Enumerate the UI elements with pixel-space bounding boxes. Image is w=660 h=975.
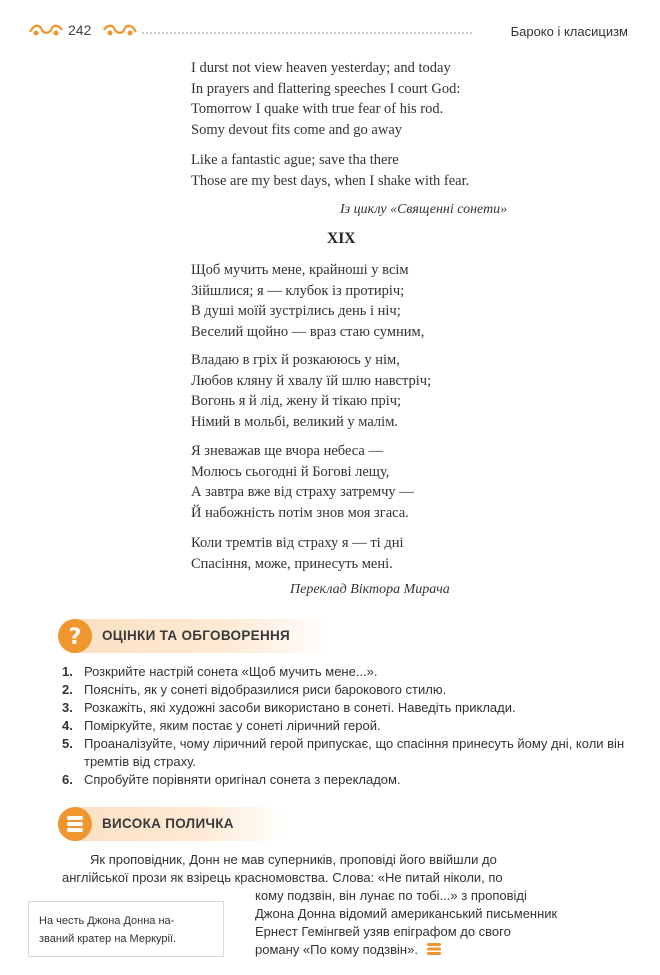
section-title: Бароко і класицизм — [510, 24, 628, 39]
ornament-right-icon — [102, 22, 138, 38]
english-stanza-2 — [191, 150, 469, 191]
ukrainian-stanza-4 — [191, 533, 404, 574]
poem-line: Коли тремтів від страху я — ті дні — [191, 535, 404, 551]
note-line: званий кратер на Меркурії. — [39, 933, 177, 945]
shelf-line — [255, 941, 442, 959]
shelf-line: англійської прози як взірець красномовства. Слова: «Не питай ніколи, по — [62, 870, 503, 885]
poem-line: В душі моїй зустрілись день і ніч; — [191, 303, 401, 320]
discussion-list — [62, 663, 630, 789]
item-number: 1. — [62, 664, 73, 679]
svg-text:?: ? — [68, 625, 82, 650]
item-number: 2. — [62, 682, 73, 697]
poem-line: Like a fantastic ague; save tha there — [191, 152, 399, 168]
ornament-left-icon — [28, 22, 64, 38]
ukrainian-stanza-1 — [191, 260, 424, 342]
shelf-line: кому подзвін, він лунає по тобі...» з проповіді — [255, 888, 527, 903]
shelf-line: Джона Донна відомий американський письменник — [255, 906, 558, 921]
item-text: Поясніть, як у сонеті відобразилися риси барокового стилю. — [84, 682, 447, 697]
poem-line: Й набожність потім знов моя згаса. — [191, 504, 409, 521]
poem-line: Зійшлися; я — клубок із протиріч; — [191, 282, 405, 299]
shelf-line-text: роману «По кому подзвін». — [255, 942, 418, 957]
discussion-title: ОЦІНКИ ТА ОБГОВОРЕННЯ — [102, 628, 291, 643]
ukrainian-stanza-3 — [191, 441, 414, 523]
book-stack-icon — [58, 807, 92, 841]
note-line: На честь Джона Донна на- — [39, 915, 175, 927]
shelf-line: Як проповідник, Донн не мав суперників, проповіді його ввійшли до — [90, 852, 497, 867]
page-number: 242 — [68, 22, 92, 38]
poem-line: Німий в мольбі, великий у малім. — [191, 413, 398, 430]
item-number: 4. — [62, 718, 73, 733]
list-item — [62, 717, 630, 735]
poem-line: Somy devout fits come and go away — [191, 121, 403, 138]
poem-line: Я зневажав ще вчора небеса — — [191, 443, 383, 459]
page-header — [0, 0, 660, 60]
list-item — [62, 699, 630, 717]
header-divider — [142, 32, 472, 34]
item-text: Поміркуйте, яким постає у сонеті ліричний герой. — [84, 718, 381, 733]
item-text: Спробуйте порівняти оригінал сонета з перекладом. — [84, 772, 401, 787]
poem-line: Любов кляну й хвалу їй шлю навстріч; — [191, 372, 432, 389]
translator-credit: Переклад Віктора Мирача — [290, 582, 450, 597]
discussion-banner — [58, 619, 332, 653]
shelf-line: Ернест Гемінгвей узяв епіграфом до свого — [255, 924, 511, 939]
list-item — [62, 735, 630, 771]
book-stack-icon — [426, 942, 442, 956]
poem-line: Those are my best days, when I shake with fear. — [191, 172, 470, 189]
poem-line: I durst not view heaven yesterday; and today — [191, 60, 451, 76]
shelf-title: ВИСОКА ПОЛИЧКА — [102, 816, 234, 831]
poem-line: Веселий щойно — враз стаю сумним, — [191, 323, 425, 340]
poem-line: Молюсь сьогодні й Богові лещу, — [191, 463, 390, 480]
source-attribution: Із циклу «Священні сонети» — [340, 202, 508, 217]
side-note — [28, 901, 224, 957]
shelf-banner — [58, 807, 288, 841]
list-item — [62, 663, 630, 681]
poem-line: Tomorrow I quake with true fear of his rod. — [191, 101, 444, 118]
poem-line: In prayers and flattering speeches I court God: — [191, 80, 461, 97]
ukrainian-stanza-2 — [191, 350, 431, 432]
list-item — [62, 771, 630, 789]
english-stanza-1 — [191, 58, 460, 140]
item-number: 5. — [62, 736, 73, 751]
item-text: Розкажіть, які художні засоби використано в сонеті. Наведіть приклади. — [84, 700, 516, 715]
question-icon — [58, 619, 92, 653]
item-text: Розкрийте настрій сонета «Щоб мучить мене...». — [84, 664, 378, 679]
item-number: 6. — [62, 772, 73, 787]
poem-line: Спасіння, може, принесуть мені. — [191, 555, 393, 572]
item-text: Проаналізуйте, чому ліричний герой припускає, що спасіння принесуть йому дні, коли він тремтів від страху. — [84, 736, 625, 769]
item-number: 3. — [62, 700, 73, 715]
poem-line: А завтра вже від страху затремчу — — [191, 484, 414, 501]
sonnet-number: XIX — [327, 230, 356, 247]
poem-line: Вогонь я й лід, жену й тікаю пріч; — [191, 393, 402, 410]
poem-line: Владаю в гріх й розкаююсь у нім, — [191, 352, 400, 368]
poem-line: Щоб мучить мене, крайноші у всім — [191, 262, 409, 278]
list-item — [62, 681, 630, 699]
